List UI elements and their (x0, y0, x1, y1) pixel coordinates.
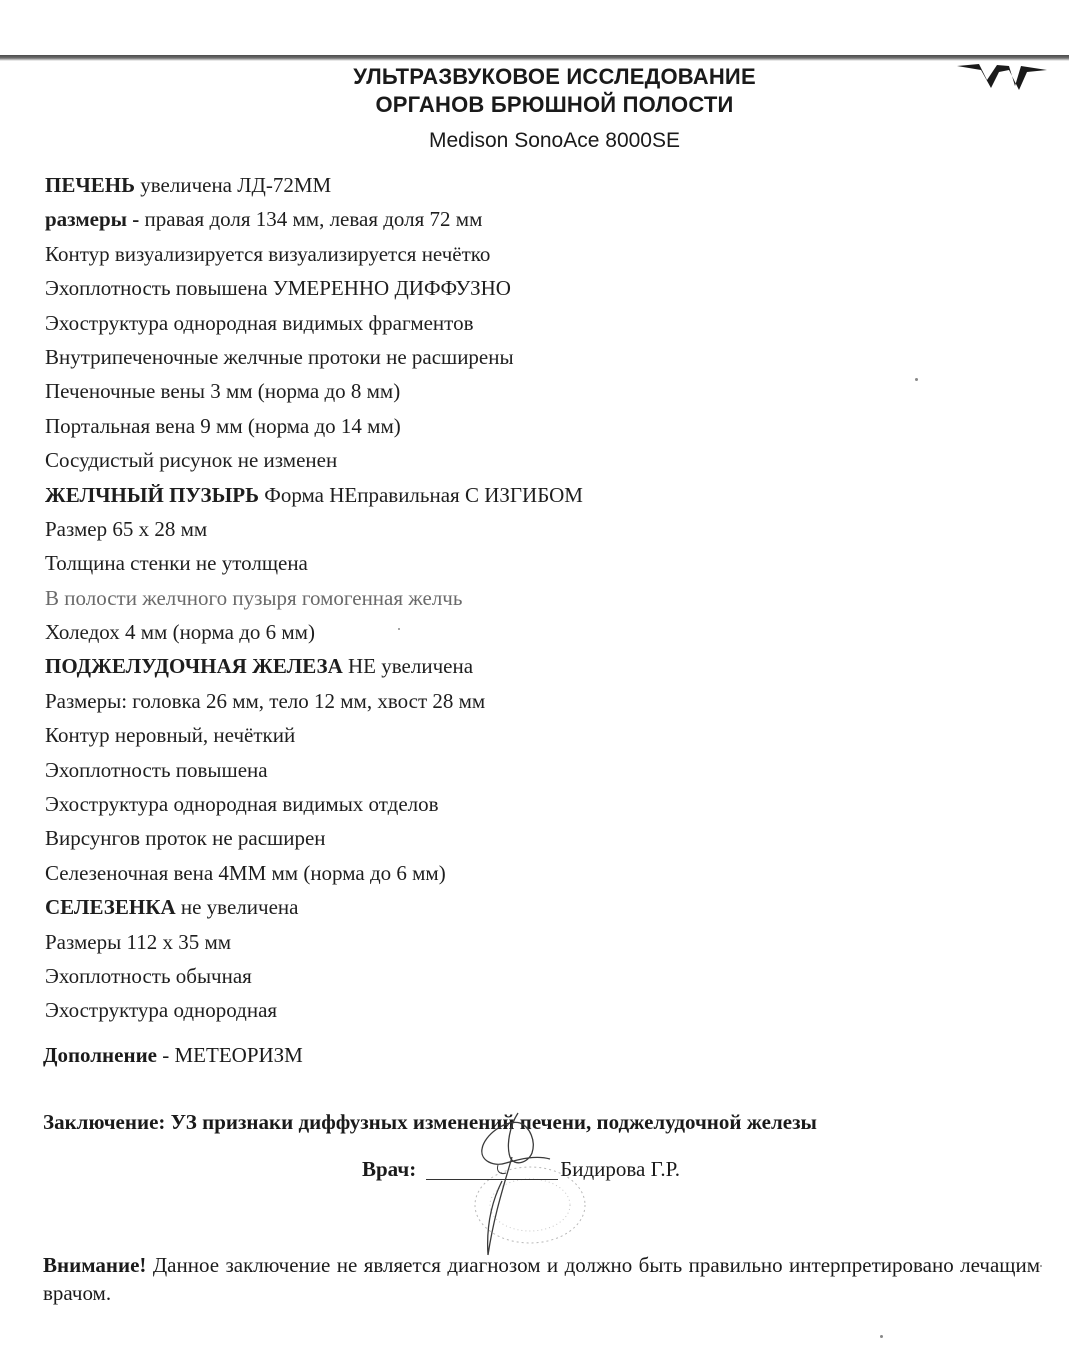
liver-heading: ПЕЧЕНЬ (45, 173, 135, 197)
gallbladder-heading-rest: Форма НЕправильная С ИЗГИБОМ (258, 482, 583, 507)
notice-label: Внимание! (43, 1253, 147, 1277)
liver-size-label: размеры - (45, 207, 145, 232)
liver-line: Эхоструктура однородная видимых фрагментов (45, 310, 474, 335)
doctor-name: Бидирова Г.Р. (560, 1157, 680, 1181)
pancreas-heading: ПОДЖЕЛУДОЧНАЯ ЖЕЛЕЗА (45, 654, 343, 679)
signature-icon (440, 1105, 580, 1265)
conclusion-text: Заключение: УЗ признаки диффузных изменений печени, поджелудочной железы (43, 1110, 817, 1134)
scan-speck (880, 1335, 883, 1338)
gallbladder-line: Размер 65 х 28 мм (45, 516, 208, 541)
pancreas-line: Селезеночная вена 4ММ мм (норма до 6 мм) (45, 860, 446, 885)
supplement-value: - МЕТЕОРИЗМ (157, 1043, 303, 1067)
spleen-line: Эхоструктура однородная (45, 998, 278, 1023)
liver-line: Эхоплотность повышена УМЕРЕННО ДИФФУЗНО (45, 276, 511, 301)
scan-speck (1040, 1265, 1042, 1267)
gallbladder-heading-line (45, 478, 1035, 512)
scan-speck (915, 378, 918, 381)
report-title-line1: УЛЬТРАЗВУКОВОЕ ИССЛЕДОВАНИЕ (353, 64, 756, 89)
spleen-line: Эхоплотность обычная (45, 963, 252, 988)
report-title-line2: ОРГАНОВ БРЮШНОЙ ПОЛОСТИ (375, 92, 734, 117)
spleen-heading-line (45, 890, 1035, 924)
pancreas-heading-line (45, 649, 1035, 683)
pancreas-line: Контур неровный, нечёткий (45, 723, 296, 748)
pancreas-line: Вирсунгов проток не расширен (45, 826, 326, 851)
notice-body: Данное заключение не является диагнозом и должно быть правильно интерпретировано лечащим врачом. (43, 1253, 1040, 1305)
gallbladder-line: В полости желчного пузыря гомогенная желчь (45, 585, 463, 610)
liver-size-line (45, 202, 1035, 236)
liver-size-value: правая доля 134 мм, левая доля 72 мм (144, 207, 483, 232)
gallbladder-heading: ЖЕЛЧНЫЙ ПУЗЫРЬ (45, 482, 259, 507)
spleen-heading-rest: не увеличена (175, 895, 299, 920)
gallbladder-line: Холедох 4 мм (норма до 6 мм) (45, 620, 315, 645)
pancreas-line: Эхоструктура однородная видимых отделов (45, 792, 439, 817)
spleen-heading: СЕЛЕЗЕНКА (45, 895, 176, 920)
liver-heading-line (45, 168, 1035, 202)
device-name: Medison SonoAce 8000SE (428, 129, 680, 152)
supplement-line (43, 1043, 303, 1068)
liver-line: Контур визуализируется визуализируется нечётко (45, 241, 491, 266)
pancreas-line: Размеры: головка 26 мм, тело 12 мм, хвост 28 мм (45, 688, 486, 713)
scan-top-edge (0, 55, 1069, 61)
scan-speck (398, 628, 400, 630)
liver-line: Печеночные вены 3 мм (норма до 8 мм) (45, 379, 401, 404)
liver-line: Внутрипеченочные желчные протоки не расширены (45, 344, 514, 369)
spleen-line: Размеры 112 х 35 мм (45, 929, 232, 954)
pancreas-heading-rest: НЕ увеличена (342, 654, 474, 679)
liver-line: Портальная вена 9 мм (норма до 14 мм) (45, 413, 401, 438)
report-body (45, 168, 1035, 1028)
supplement-label: Дополнение (43, 1043, 157, 1067)
liver-line: Сосудистый рисунок не изменен (45, 448, 338, 473)
notice-text (43, 1251, 1040, 1307)
liver-heading-rest: увеличена ЛД-72ММ (134, 173, 332, 197)
gallbladder-line: Толщина стенки не утолщена (45, 551, 308, 576)
doctor-label: Врач: (362, 1157, 417, 1181)
pancreas-line: Эхоплотность повышена (45, 757, 268, 782)
